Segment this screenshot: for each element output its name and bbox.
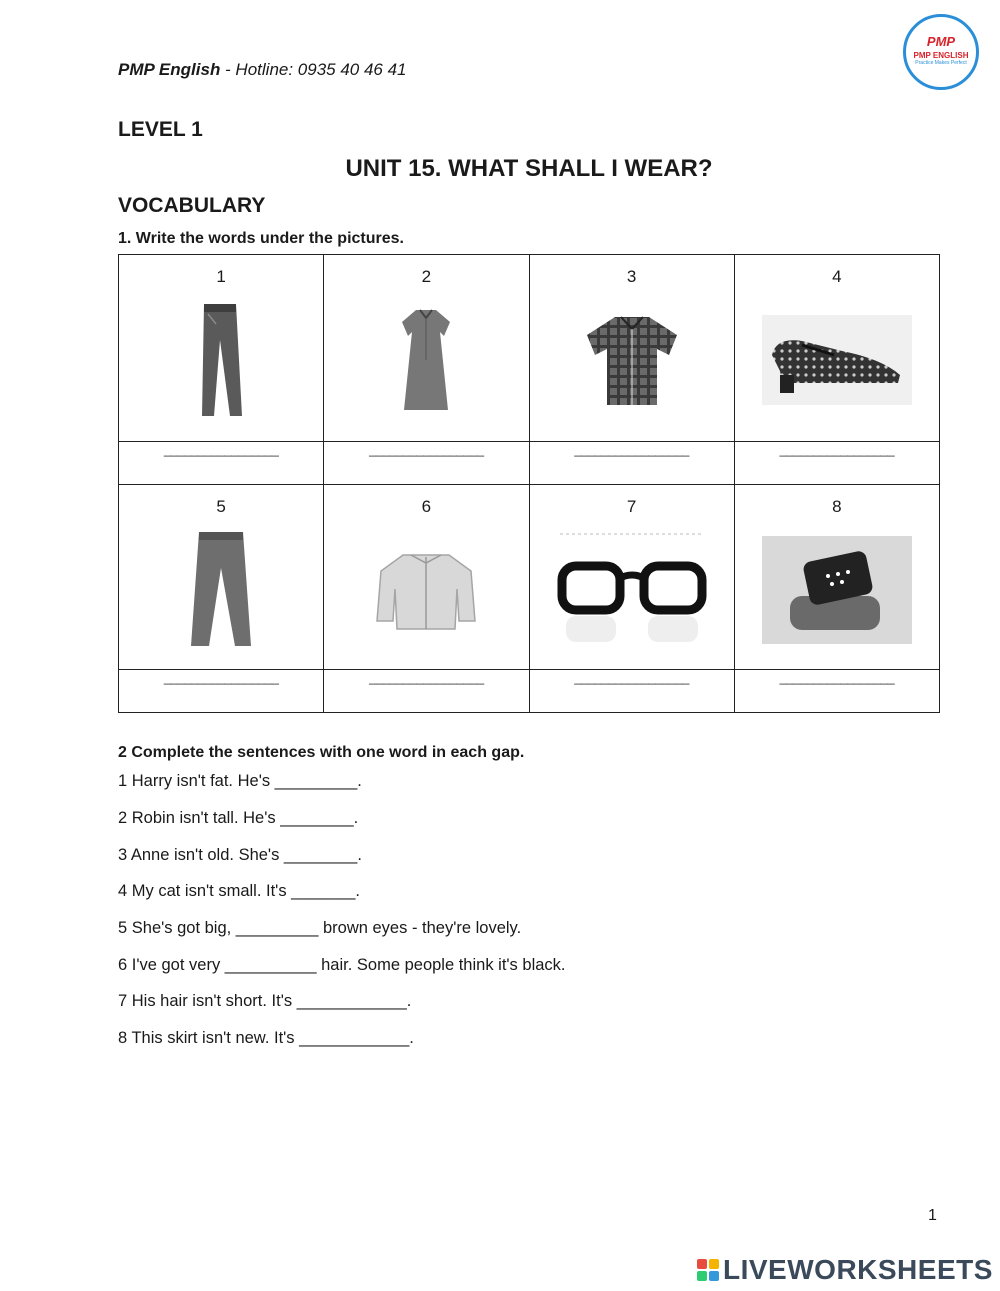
level-heading: LEVEL 1 [118, 118, 203, 141]
exercise1-instruction: 1. Write the words under the pictures. [118, 230, 404, 247]
item-number: 2 [421, 267, 432, 286]
liveworksheets-blocks-icon [697, 1259, 719, 1281]
shoes-icon [762, 315, 912, 405]
item-number: 5 [216, 497, 226, 516]
section-heading: VOCABULARY [118, 194, 266, 217]
picture-cell [734, 485, 939, 670]
answer-blank[interactable]: _________________ [324, 670, 529, 713]
sentence[interactable]: 6 I've got very __________ hair. Some people think it's black. [118, 956, 566, 974]
sentence[interactable]: 4 My cat isn't small. It's _______. [118, 882, 360, 900]
liveworksheets-logo [697, 1254, 993, 1286]
sentence[interactable]: 8 This skirt isn't new. It's ____________. [118, 1029, 414, 1047]
answer-blank[interactable]: _________________ [119, 442, 324, 485]
sentence[interactable]: 1 Harry isn't fat. He's _________. [118, 772, 362, 790]
answer-blank[interactable]: _________________ [529, 670, 734, 713]
jacket-icon [371, 545, 481, 635]
answer-blank[interactable]: _________________ [734, 670, 939, 713]
picture-cell [529, 485, 734, 670]
item-number: 8 [832, 497, 842, 516]
hotline: - Hotline: 0935 40 46 41 [220, 60, 407, 79]
sentence[interactable]: 2 Robin isn't tall. He's ________. [118, 809, 359, 827]
answer-blank[interactable]: _________________ [529, 442, 734, 485]
dress-icon [386, 300, 466, 420]
trousers-icon [181, 528, 261, 652]
header-line [118, 60, 407, 80]
liveworksheets-brand: LIVEWORKSHEETS [723, 1254, 993, 1285]
watch-icon [762, 536, 912, 644]
logo-mark: PMP [926, 34, 956, 49]
page-number: 1 [928, 1207, 937, 1224]
item-number: 4 [832, 267, 842, 286]
answer-blank[interactable]: _________________ [119, 670, 324, 713]
shirt-icon [577, 305, 687, 415]
answer-blank[interactable]: _________________ [324, 442, 529, 485]
item-number: 6 [421, 497, 432, 516]
logo-tagline: Practice Makes Perfect [915, 60, 967, 66]
picture-cell [119, 485, 324, 670]
item-number: 3 [626, 267, 637, 286]
glasses-icon [552, 530, 712, 650]
picture-cell [324, 485, 529, 670]
picture-cell [529, 255, 734, 442]
vocabulary-grid [118, 254, 940, 713]
jeans-icon [186, 300, 256, 420]
picture-cell [119, 255, 324, 442]
page-title: UNIT 15. WHAT SHALL I WEAR? [345, 155, 713, 182]
item-number: 7 [626, 497, 637, 516]
pmp-logo [903, 14, 979, 90]
sentence[interactable]: 7 His hair isn't short. It's ____________. [118, 992, 412, 1010]
picture-cell [734, 255, 939, 442]
answer-blank[interactable]: _________________ [734, 442, 939, 485]
sentence[interactable]: 5 She's got big, _________ brown eyes - they're lovely. [118, 919, 522, 937]
exercise2-instruction: 2 Complete the sentences with one word in each gap. [118, 744, 525, 761]
item-number: 1 [216, 267, 226, 286]
brand-name: PMP English [118, 60, 221, 79]
picture-cell [324, 255, 529, 442]
sentence[interactable]: 3 Anne isn't old. She's ________. [118, 846, 362, 864]
logo-name: PMP ENGLISH [913, 51, 969, 60]
